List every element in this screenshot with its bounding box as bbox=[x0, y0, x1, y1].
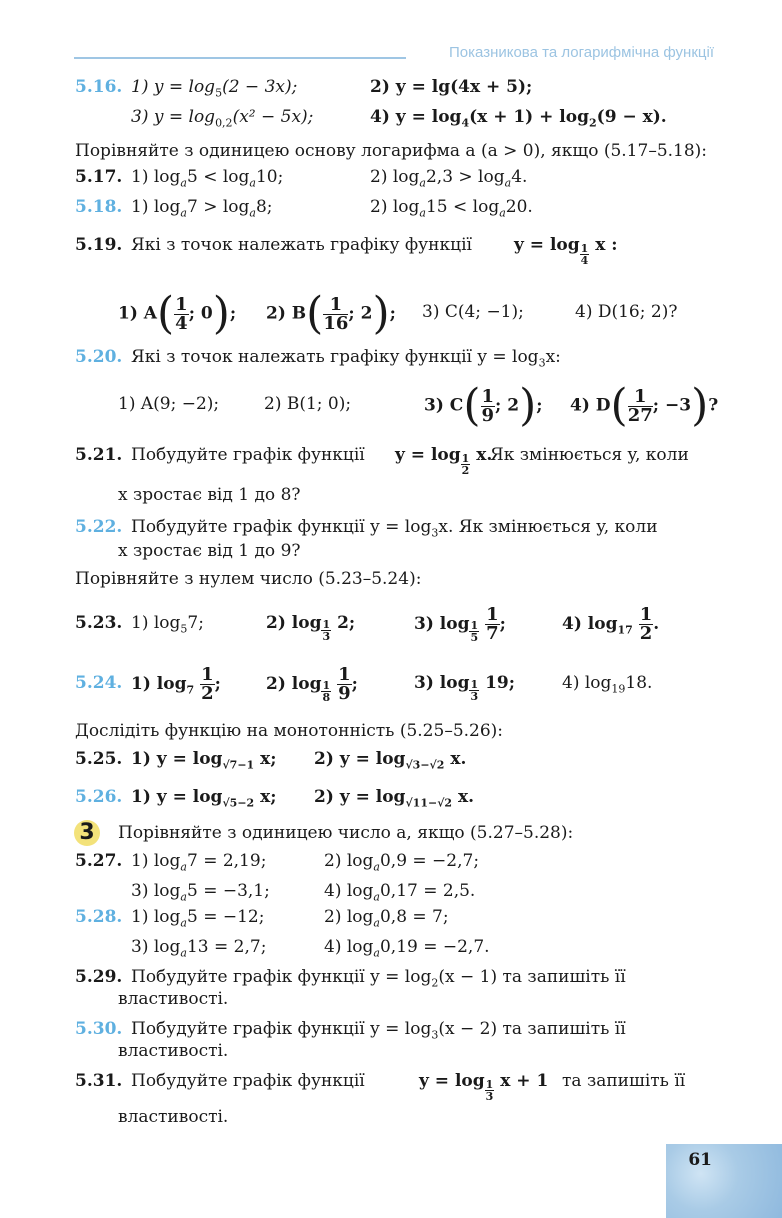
exercise-number: 5.24. bbox=[75, 673, 123, 693]
item-1: 1) $\log_a5 = -12$; bbox=[131, 907, 265, 930]
point-d: 4) D(16; 2)? bbox=[575, 302, 678, 322]
header-rule bbox=[74, 57, 406, 59]
difficulty-level-badge: 3 bbox=[74, 820, 100, 846]
item-2: 2) log $\frac{1}{3}$ 2; bbox=[266, 613, 356, 643]
point-c: 3) C(4; −1); bbox=[422, 302, 524, 322]
point-c: 3) C( $\frac{1}{9}$ ; 2); bbox=[424, 380, 543, 431]
exercise-number: 5.31. bbox=[75, 1071, 123, 1091]
instruction-5-17-5-18: Порівняйте з одиницею основу логарифма a (a > 0), якщо (5.17–5.18): bbox=[75, 141, 708, 161]
item-2: 2) $y = \log_{√11-√2} x$. bbox=[314, 787, 475, 810]
exercise-number: 5.17. bbox=[75, 167, 123, 187]
exercise-text: Які з точок належать графіку функції $y = \log_3x$: bbox=[131, 347, 561, 370]
item-2: 2) log $\frac{1}{8}$ $\frac{1}{9}$ ; bbox=[266, 664, 358, 704]
function-formula: y = log $\frac{1}{3}$ x + 1 bbox=[419, 1071, 549, 1103]
item-1: 1) $y = \log_{√7-1} x$; bbox=[131, 749, 277, 772]
item-1: 1) $\log_7$ $\frac{1}{2}$ ; bbox=[131, 664, 221, 704]
item-4: 4) $\log_a0,19 = -2,7$. bbox=[324, 937, 490, 960]
exercise-text: Побудуйте графік функції bbox=[131, 1071, 365, 1091]
point-a: 1) A(9; −2); bbox=[118, 394, 220, 414]
item-2: 2) $y = \log_{√3-√2} x$. bbox=[314, 749, 467, 772]
item-2: 2) $\log_a0,9 = -2,7$; bbox=[324, 851, 480, 874]
item-1: 1) $\log_57$; bbox=[131, 613, 204, 636]
item-3: 3) $\log_a5 = -3,1$; bbox=[131, 881, 270, 904]
item-4: 4) $\log_{17}$ $\frac{1}{2}$ . bbox=[562, 604, 660, 644]
point-a: 1) A( $\frac{1}{4}$ ; 0); bbox=[118, 288, 237, 339]
point-b: 2) B(1; 0); bbox=[264, 394, 352, 414]
item-3: 3) $\log_a13 = 2,7$; bbox=[131, 937, 267, 960]
exercise-number: 5.19. bbox=[75, 235, 123, 255]
item-1: 1) $y = \log_{√5-2} x$; bbox=[131, 787, 277, 810]
exercise-text: Побудуйте графік функції $y = \log_2(x - 1)$ та запишіть її bbox=[131, 967, 626, 990]
exercise-text-tail: та запишіть її bbox=[562, 1071, 686, 1091]
exercise-text-continued: властивості. bbox=[118, 1107, 229, 1127]
exercise-text-continued: x зростає від 1 до 8? bbox=[118, 485, 301, 505]
exercise-number: 5.23. bbox=[75, 613, 123, 633]
item-2: 2) $\log_a2,3 > \log_a4$. bbox=[370, 167, 528, 190]
exercise-text: Які з точок належать графіку функції bbox=[131, 235, 472, 255]
exercise-number: 5.16. bbox=[75, 77, 123, 97]
item-2: 2) $\log_a0,8 = 7$; bbox=[324, 907, 449, 930]
exercise-number: 5.30. bbox=[75, 1019, 123, 1039]
exercise-number: 5.21. bbox=[75, 445, 123, 465]
item-2: 2) y = lg(4x + 5); bbox=[370, 77, 533, 97]
exercise-number: 5.22. bbox=[75, 517, 123, 537]
item-1: 1) $\log_a7 > \log_a8$; bbox=[131, 197, 273, 220]
page-number: 61 bbox=[688, 1150, 712, 1170]
exercise-number: 5.27. bbox=[75, 851, 123, 871]
instruction-5-23-5-24: Порівняйте з нулем число (5.23–5.24): bbox=[75, 569, 422, 589]
item-1: 1) $\log_a5 < \log_a10$; bbox=[131, 167, 284, 190]
exercise-number: 5.20. bbox=[75, 347, 123, 367]
item-3: 3) log $\frac{1}{3}$ 19; bbox=[414, 673, 515, 703]
exercise-text: Побудуйте графік функції bbox=[131, 445, 365, 465]
instruction-5-27-5-28: Порівняйте з одиницею число a, якщо (5.27–5.28): bbox=[118, 823, 574, 843]
exercise-text-continued: x зростає від 1 до 9? bbox=[118, 541, 301, 561]
page-corner-decoration bbox=[666, 1144, 782, 1218]
exercise-number: 5.29. bbox=[75, 967, 123, 987]
point-d: 4) D( $\frac{1}{27}$ ; −3)? bbox=[570, 380, 719, 431]
item-1: 1) $\log_a7 = 2,19$; bbox=[131, 851, 267, 874]
section-title: Показникова та логарифмічна функції bbox=[449, 44, 714, 61]
item-1: 1) $y = \log_5(2 - 3x)$; bbox=[131, 77, 298, 100]
item-2: 2) $\log_a15 < \log_a20$. bbox=[370, 197, 533, 220]
exercise-number: 5.28. bbox=[75, 907, 123, 927]
item-3: 3) $y = \log_{0,2}(x^2 - 5x)$; bbox=[131, 107, 314, 130]
item-3: 3) log $\frac{1}{5}$ $\frac{1}{7}$ ; bbox=[414, 604, 506, 644]
point-b: 2) B( $\frac{1}{16}$ ; 2); bbox=[266, 288, 396, 339]
function-formula: y = log $\frac{1}{4}$ x : bbox=[514, 235, 618, 267]
exercise-text-tail: Як змінюється y, коли bbox=[490, 445, 689, 465]
instruction-5-25-5-26: Дослідіть функцію на монотонність (5.25–5.26): bbox=[75, 721, 504, 741]
item-4: 4) $\log_{19}18$. bbox=[562, 673, 653, 696]
exercise-number: 5.26. bbox=[75, 787, 123, 807]
exercise-text-continued: властивості. bbox=[118, 989, 229, 1009]
exercise-number: 5.25. bbox=[75, 749, 123, 769]
exercise-number: 5.18. bbox=[75, 197, 123, 217]
exercise-text: Побудуйте графік функції $y = \log_3x$. Як змінюється y, коли bbox=[131, 517, 658, 540]
item-4: 4) $y = \log_4(x + 1) + \log_2(9 - x)$. bbox=[370, 107, 667, 130]
exercise-text-continued: властивості. bbox=[118, 1041, 229, 1061]
item-4: 4) $\log_a0,17 = 2,5$. bbox=[324, 881, 476, 904]
function-formula: y = log $\frac{1}{2}$ x. bbox=[395, 445, 493, 477]
exercise-text: Побудуйте графік функції $y = \log_3(x - 2)$ та запишіть її bbox=[131, 1019, 626, 1042]
